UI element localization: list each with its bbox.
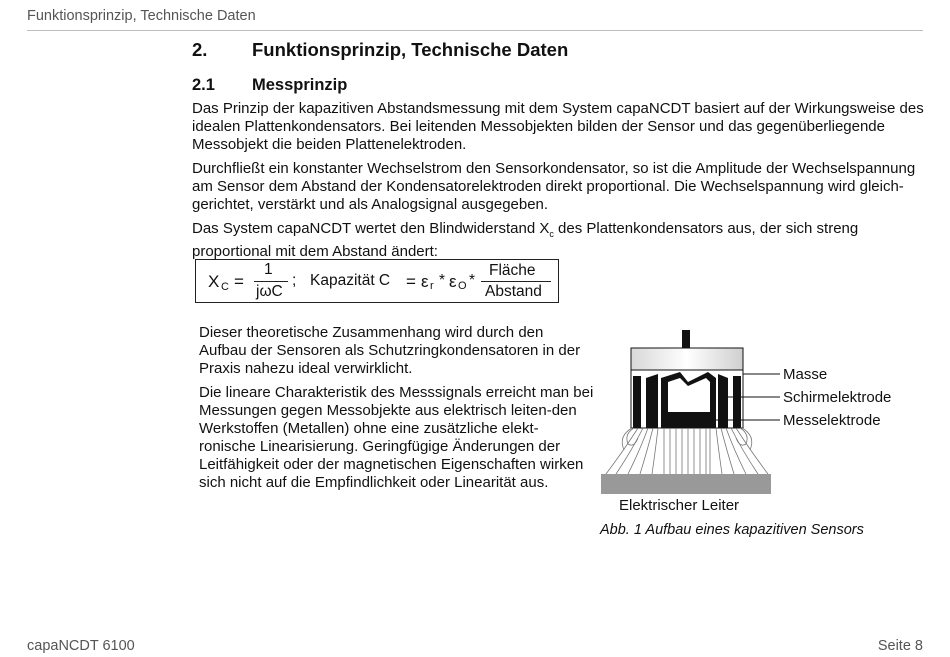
formula-epsilon-r: ε — [421, 272, 429, 291]
section-heading — [192, 39, 568, 61]
formula-separator: ; — [292, 272, 297, 289]
formula-epsilon-o-sub: O — [458, 280, 467, 292]
paragraph-5: Die lineare Charakteristik des Messsignals erreicht man bei Messungen gegen Messobjekte aus elektrisch leiten-den Werkstoffen (Metallen) ohne eine zusätzliche elekt-ronische Linearisierung. Geringfügige Änderungen der Leitfähigkeit oder der magnetischen Eigenschaften wirken sich nicht auf die Empfindlichkeit oder Linearität aus. — [199, 384, 594, 491]
formula-epsilon-r-sub: r — [430, 280, 434, 292]
guard-ring-left — [646, 374, 658, 428]
running-header: Funktionsprinzip, Technische Daten — [27, 8, 256, 24]
paragraph-3 — [192, 220, 927, 261]
sensor-connector — [682, 330, 690, 348]
formula-equals: = — [234, 272, 244, 291]
formula-capacity-label: Kapazität C — [310, 272, 391, 289]
formula-fraction-line-1 — [254, 281, 288, 282]
electric-conductor — [601, 474, 771, 494]
formula-lhs: X — [208, 272, 220, 291]
formula-numerator: 1 — [264, 261, 273, 278]
paragraph-4: Dieser theoretische Zusammenhang wird durch den Aufbau der Sensoren als Schutzringkondensatoren in der Praxis nahezu ideal verwirklicht. — [199, 324, 581, 377]
formula-denominator: jωC — [256, 283, 283, 300]
formula-distance: Abstand — [485, 283, 542, 300]
header-divider — [27, 30, 923, 31]
outer-wall-left — [633, 376, 641, 428]
paragraph-3-before: Das System capaNCDT wertet den Blindwiderstand X — [192, 220, 550, 237]
paragraph-3-after: des Plattenkondensators aus, der sich streng proportional mit dem Abstand ändert: — [192, 220, 859, 260]
figure-caption: Abb. 1 Aufbau eines kapazitiven Sensors — [600, 522, 864, 538]
section-number: 2. — [192, 39, 208, 60]
formula-area: Fläche — [489, 262, 536, 279]
paragraph-2: Durchfließt ein konstanter Wechselstrom den Sensorkondensator, so ist die Amplitude der Wechselspannung am Sensor dem Abstand der Kondensatorelektroden direkt proportional. Die Wechselspannung wird gleich-gerichtet, verstärkt und als Analogsignal ausgegeben. — [192, 160, 916, 213]
subsection-number: 2.1 — [192, 76, 215, 94]
formula-star-2: * — [469, 272, 476, 289]
formula-star-1: * — [439, 272, 446, 289]
formula-lhs-sub: C — [221, 281, 229, 293]
subsection-heading — [192, 76, 347, 95]
paragraph-1: Das Prinzip der kapazitiven Abstandsmessung mit dem System capaNCDT basiert auf der Wirkungsweise des idealen Plattenkondensators. Bei leitenden Messobjekten bilden der Sensor und das gegenüberliegende Messobjekt die beiden Plattenelektroden. — [192, 100, 924, 153]
label-elektrischer-leiter: Elektrischer Leiter — [619, 497, 740, 514]
label-masse: Masse — [783, 366, 828, 383]
sensor-housing-top — [631, 348, 743, 370]
formula-equals-2: = — [406, 272, 416, 291]
field-lines — [606, 428, 768, 474]
formula-epsilon-o: ε — [449, 272, 457, 291]
formula-fraction-line-2 — [481, 281, 551, 282]
label-messelektrode: Messelektrode — [783, 412, 881, 429]
section-title: Funktionsprinzip, Technische Daten — [252, 39, 569, 60]
footer-page-number: Seite 8 — [877, 638, 923, 654]
label-schirmelektrode: Schirmelektrode — [783, 389, 892, 406]
sensor-figure — [598, 326, 898, 514]
paragraph-3-subscript: c — [549, 229, 554, 239]
subsection-title: Messprinzip — [252, 76, 348, 94]
formula-box — [195, 259, 559, 303]
footer-product: capaNCDT 6100 — [27, 638, 135, 654]
